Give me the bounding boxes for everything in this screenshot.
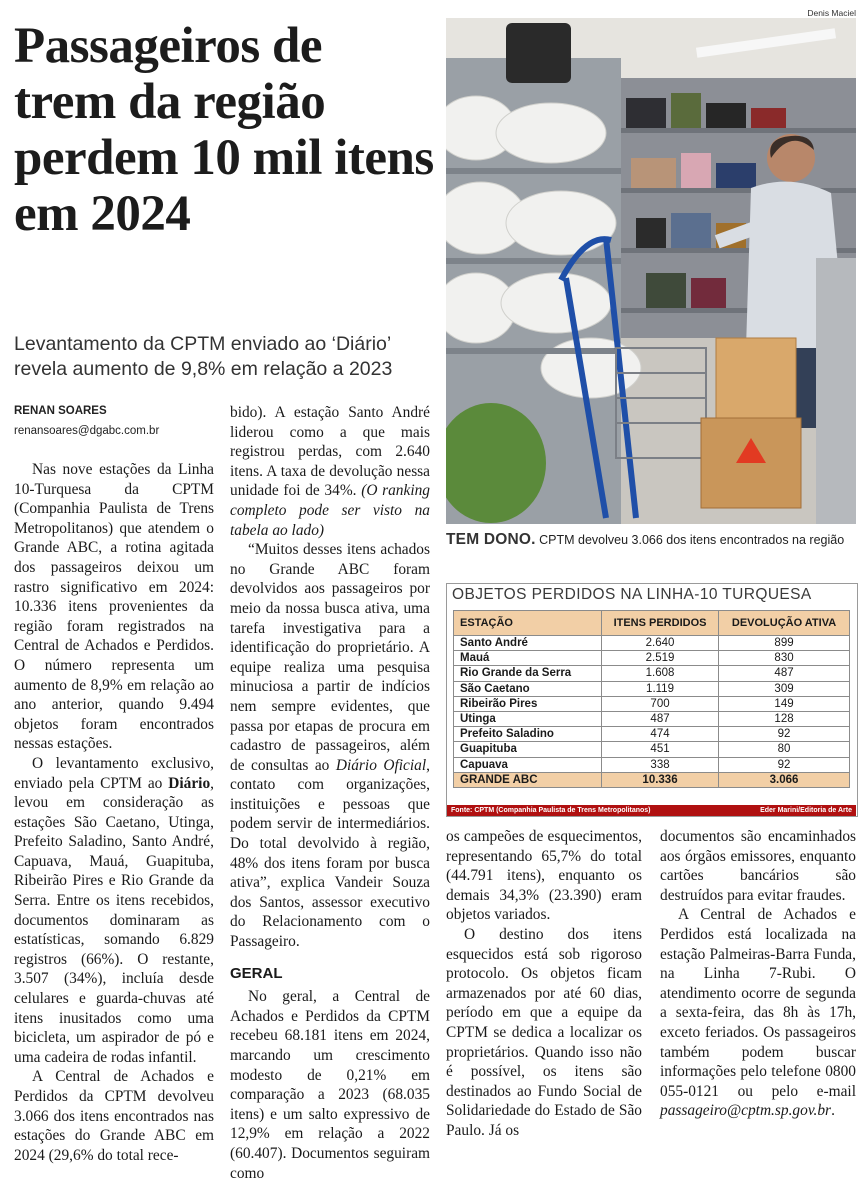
column-header: DEVOLUÇÃO ATIVA [719, 611, 850, 636]
table-cell: 830 [719, 651, 850, 666]
table-row [454, 757, 850, 772]
table-cell: GRANDE ABC [454, 772, 602, 787]
subheadline: Levantamento da CPTM enviado ao ‘Diário’ revela aumento de 9,8% em relação a 2023 [14, 333, 393, 380]
table-cell: Capuava [454, 757, 602, 772]
table-cell: 80 [719, 742, 850, 757]
news-photo [446, 18, 856, 524]
table-cell: 487 [719, 666, 850, 681]
table-row [454, 636, 850, 651]
table-cell: Rio Grande da Serra [454, 666, 602, 681]
table-cell: Mauá [454, 651, 602, 666]
table-cell: 128 [719, 711, 850, 726]
table-cell: Guapituba [454, 742, 602, 757]
table-row [454, 742, 850, 757]
table-cell: Prefeito Saladino [454, 727, 602, 742]
table-cell: 1.608 [602, 666, 719, 681]
table-cell: 2.519 [602, 651, 719, 666]
table-cell: 309 [719, 681, 850, 696]
table-cell: Ribeirão Pires [454, 696, 602, 711]
table-cell: 10.336 [602, 772, 719, 787]
table-cell: 899 [719, 636, 850, 651]
table-title: OBJETOS PERDIDOS NA LINHA-10 TURQUESA [452, 586, 812, 603]
article-column-3 [446, 827, 642, 1141]
paragraph: os campeões de esquecimentos, representando 65,7% do total (44.791 itens), enquanto os demais 34,3% (23.390) eram objetos variados. [446, 828, 642, 924]
article-column-2 [230, 403, 430, 1183]
photo-credit: Denis Maciel [807, 8, 856, 18]
table-cell: Utinga [454, 711, 602, 726]
lost-items-table [453, 610, 850, 788]
table-cell: 149 [719, 696, 850, 711]
table-cell: Santo André [454, 636, 602, 651]
paragraph: documentos são encaminhados aos órgãos emissores, enquanto cartões bancários são destruídos para evitar fraudes. [660, 828, 856, 904]
paragraph: O destino dos itens esquecidos está sob rigoroso protocolo. Os objetos ficam armazenados por até 60 dias, período em que a equipe da CPTM se dedica a localizar os proprietários. Quando isso não é possível, os itens são destinados ao Fundo Social de Solidariedade do Estado de São Paulo. Já os [446, 925, 642, 1139]
table-cell: 451 [602, 742, 719, 757]
caption-lead: TEM DONO. [446, 531, 536, 548]
table-row [454, 711, 850, 726]
paragraph: A Central de Achados e Perdidos está localizada na estação Palmeiras-Barra Funda, na Linha 7-Rubi. O atendimento ocorre de segunda a sexta-feira, das 8h às 17h, exceto feriados. Os passageiros também podem buscar informações pelo telefone 0800 055-0121 ou pelo e-mail passageiro@cptm.sp.gov.br. [660, 906, 856, 1120]
column-header: ESTAÇÃO [454, 611, 602, 636]
paragraph: “Muitos desses itens achados no Grande ABC foram devolvidos aos passageiros por meio da nossa busca ativa, uma tarefa investigativa para a identificação do proprietário. A equipe realiza uma pesquisa minuciosa a partir de indícios nem sempre evidentes, que passa por etapas de procura em cadastro de passageiros, além de consultas ao Diário Oficial, contato com organizações, instituições e pessoas que podem servir de intermediários. Do total devolvido à região, 48% dos itens foram por busca ativa”, explica Vandeir Souza dos Santos, assessor executivo do Relacionamento com o Passageiro. [230, 541, 430, 951]
table-cell: 1.119 [602, 681, 719, 696]
table-source: Fonte: CPTM (Companhia Paulista de Trens Metropolitanos) [451, 807, 651, 814]
table-cell: 700 [602, 696, 719, 711]
table-header-row [454, 611, 850, 636]
paragraph: A Central de Achados e Perdidos da CPTM devolveu 3.066 dos itens encontrados nas estações do Grande ABC em 2024 (29,6% do total rece- [14, 1068, 214, 1164]
column-header: ITENS PERDIDOS [602, 611, 719, 636]
author-email: renansoares@dgabc.com.br [14, 425, 160, 437]
table-cell: 474 [602, 727, 719, 742]
paragraph: bido). A estação Santo André liderou como a que mais registrou perdas, com 2.640 itens. A taxa de devolução nessa unidade foi de 34%. (O ranking completo pode ser visto na tabela ao lado) [230, 404, 430, 539]
byline: RENAN SOARES [14, 405, 107, 417]
table-art-credit: Eder Marini/Editoria de Arte [760, 807, 852, 814]
photo-caption [446, 531, 858, 549]
caption-text: CPTM devolveu 3.066 dos itens encontrados na região [539, 533, 845, 547]
article-column-1 [14, 460, 214, 1165]
paragraph: No geral, a Central de Achados e Perdidos da CPTM recebeu 68.181 itens em 2024, marcando um crescimento modesto de 0,21% em comparação a 2023 (68.035 itens) e um salto expressivo de 12,9% em relação a 2022 (60.407). Documentos seguiram como [230, 988, 430, 1182]
article-column-4 [660, 827, 856, 1121]
section-heading: GERAL [230, 964, 283, 982]
table-total-row [454, 772, 850, 787]
table-cell: São Caetano [454, 681, 602, 696]
table-cell: 3.066 [719, 772, 850, 787]
table-row [454, 651, 850, 666]
table-row [454, 681, 850, 696]
table-cell: 338 [602, 757, 719, 772]
table-row [454, 666, 850, 681]
paragraph: Nas nove estações da Linha 10-Turquesa da CPTM (Companhia Paulista de Trens Metropolitanos) que atendem o Grande ABC, a rotina agitada dos passageiros deixou um rastro significativo em 2024: 10.336 itens provenientes da região foram registrados na Central de Achados e Perdidos. O número representa um aumento de 8,9% em relação ao ano anterior, quando 9.494 objetos foram encontrados nessas estações. [14, 461, 214, 753]
headline: Passageiros de trem da região perdem 10 mil itens em 2024 [14, 18, 434, 242]
table-cell: 2.640 [602, 636, 719, 651]
table-footer [447, 805, 856, 816]
table-cell: 487 [602, 711, 719, 726]
table-cell: 92 [719, 727, 850, 742]
table-row [454, 727, 850, 742]
paragraph: O levantamento exclusivo, enviado pela CPTM ao Diário, levou em consideração as estações São Caetano, Utinga, Prefeito Saladino, Santo André, Capuava, Mauá, Guapituba, Ribeirão Pires e Rio Grande da Serra. Entre os itens recebidos, documentos dominaram as estatísticas, somando 6.829 registros (66%). O restante, 3.507 (34%), incluía desde celulares e guarda-chuvas até itens inusitados como uma bicicleta, um aspirador de pó e uma cadeira de rodas infantil. [14, 754, 214, 1066]
table-cell: 92 [719, 757, 850, 772]
storage-room-image [446, 18, 856, 524]
table-row [454, 696, 850, 711]
